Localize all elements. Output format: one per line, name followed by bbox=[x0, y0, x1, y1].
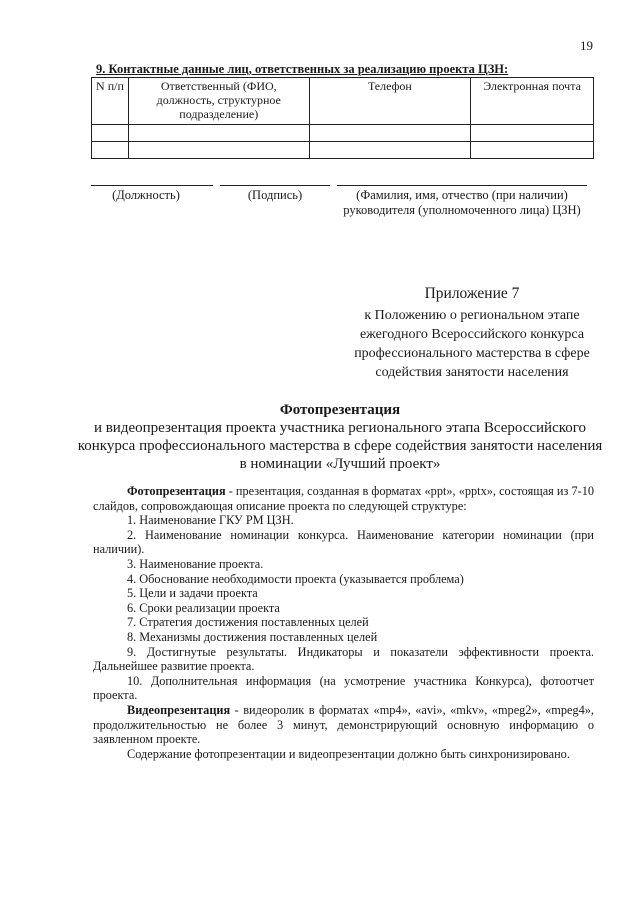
body-text bbox=[93, 484, 594, 761]
video-definition: Видеопрезентация - видеоролик в форматах «mp4», «avi», «mkv», «mpeg2», «mpeg4», продолжительностью не более 3 минут, демонстрирующий основную информацию о заявленном проекте. bbox=[93, 702, 594, 747]
photo-term: Фотопрезентация bbox=[127, 484, 226, 498]
signature-label: (Подпись) bbox=[247, 188, 303, 202]
table-cell bbox=[309, 142, 471, 159]
header-cell: Электронная почта bbox=[471, 78, 594, 125]
list-item: 1. Наименование ГКУ РМ ЦЗН. bbox=[127, 513, 294, 528]
appendix-heading: Приложение 7 bbox=[424, 285, 520, 302]
header-cell: Телефон bbox=[309, 78, 471, 125]
contacts-table bbox=[91, 77, 594, 159]
header-cell: Ответственный (ФИО, должность, структурное подразделение) bbox=[128, 78, 309, 125]
position-signature-line bbox=[91, 185, 213, 186]
photo-definition: Фотопрезентация - презентация, созданная в форматах «ppt», «pptx», состоящая из 7-10 слайдов, сопровождающая описание проекта по следующей структуре: bbox=[93, 484, 594, 513]
list-item: 10. Дополнительная информация (на усмотрение участника Конкурса), фотоотчет проекта. bbox=[93, 673, 594, 703]
list-item: 4. Обоснование необходимости проекта (указывается проблема) bbox=[127, 571, 464, 586]
list-item: 6. Сроки реализации проекта bbox=[127, 600, 280, 615]
title-line-2: и видеопрезентация проекта участника регионального этапа Всероссийского конкурса профессионального мастерства в сфере содействия занятости населения в номинации «Лучший проект» bbox=[77, 420, 603, 472]
table-cell bbox=[471, 142, 594, 159]
table-header-row bbox=[92, 78, 594, 125]
table-row bbox=[92, 125, 594, 142]
appendix-text: к Положению о региональном этапе ежегодного Всероссийского конкурса профессионального мастерства в сфере содействия занятости населения bbox=[354, 308, 590, 380]
table-cell bbox=[128, 125, 309, 142]
page-number: 19 bbox=[580, 38, 593, 53]
name-signature-line bbox=[337, 185, 587, 186]
sync-note: Содержание фотопрезентации и видеопрезентации должно быть синхронизировано. bbox=[127, 746, 570, 761]
video-term: Видеопрезентация bbox=[127, 702, 231, 717]
table-row bbox=[92, 142, 594, 159]
title-line-1: Фотопрезентация bbox=[279, 402, 401, 418]
table-cell bbox=[92, 125, 129, 142]
appendix-block bbox=[350, 284, 594, 382]
list-item: 3. Наименование проекта. bbox=[127, 556, 264, 571]
name-label: (Фамилия, имя, отчество (при наличии) руководителя (уполномоченного лица) ЦЗН) bbox=[343, 188, 581, 217]
list-item: 2. Наименование номинации конкурса. Наименование категории номинации (при наличии). bbox=[93, 527, 594, 557]
table-cell bbox=[128, 142, 309, 159]
table-cell bbox=[471, 125, 594, 142]
header-cell: N п/п bbox=[92, 78, 129, 125]
list-item: 5. Цели и задачи проекта bbox=[127, 586, 258, 601]
contacts-section-title: 9. Контактные данные лиц, ответственных за реализацию проекта ЦЗН: bbox=[96, 62, 509, 76]
list-item: 9. Достигнутые результаты. Индикаторы и показатели эффективности проекта. Дальнейшее развитие проекта. bbox=[93, 644, 594, 674]
table-cell bbox=[309, 125, 471, 142]
list-item: 8. Механизмы достижения поставленных целей bbox=[127, 629, 378, 644]
position-label: (Должность) bbox=[112, 188, 180, 202]
list-item: 7. Стратегия достижения поставленных целей bbox=[127, 615, 369, 630]
signature-line bbox=[220, 185, 330, 186]
table-cell bbox=[92, 142, 129, 159]
document-title bbox=[75, 401, 605, 473]
